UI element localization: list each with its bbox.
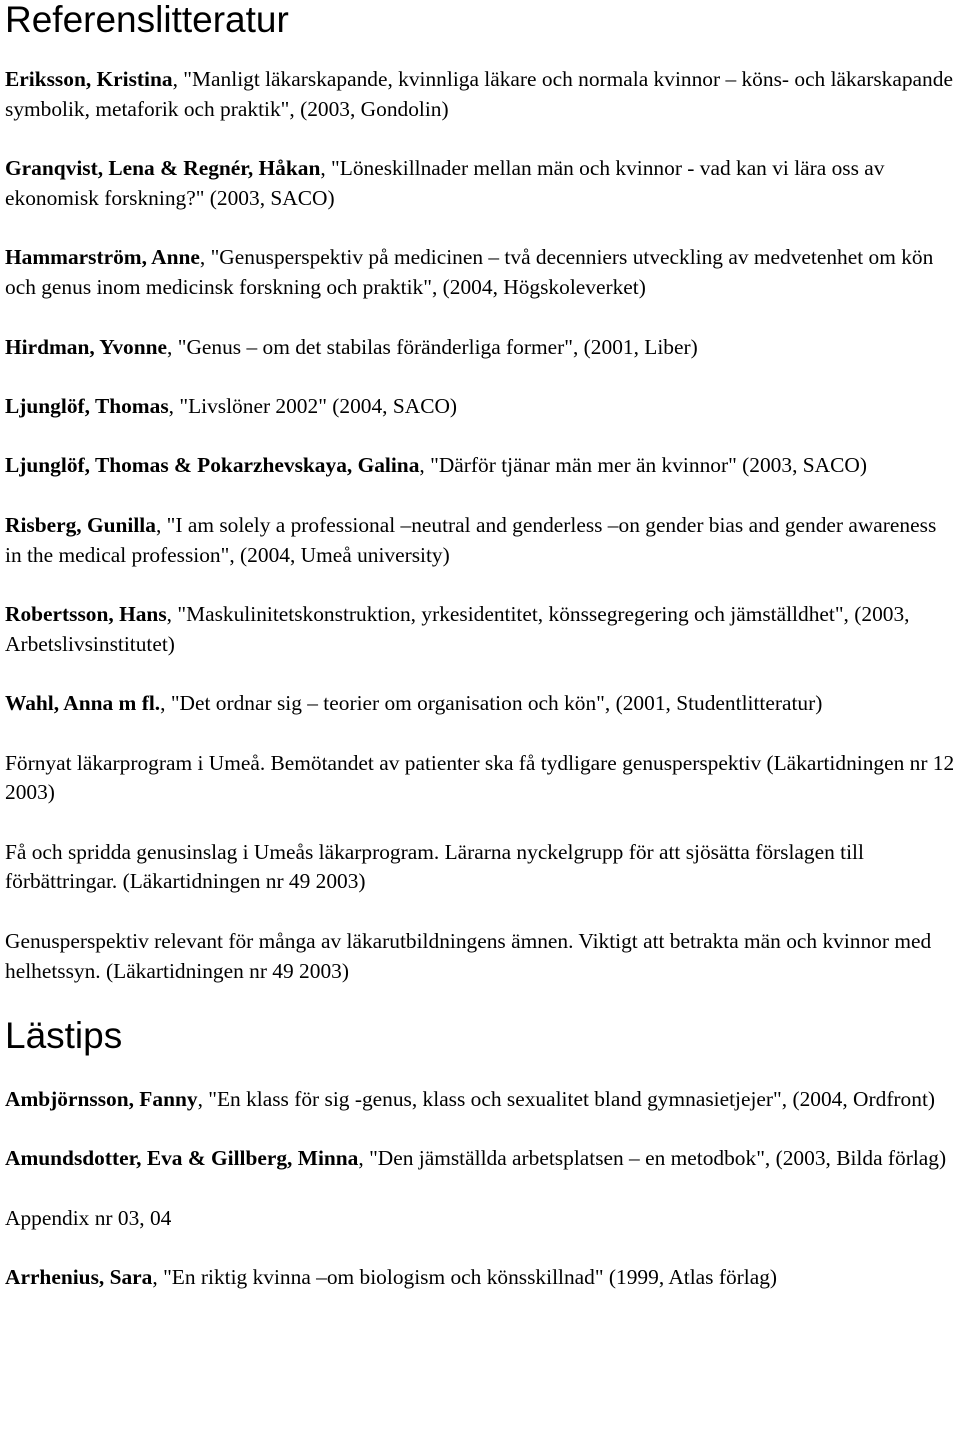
reference-entry — [5, 243, 955, 303]
reference-entry — [5, 927, 955, 987]
reference-text: , "Därför tjänar män mer än kvinnor" (2003, SACO) — [419, 453, 867, 478]
reference-entry — [5, 1263, 955, 1293]
reference-text: , "Den jämställda arbetsplatsen – en metodbok", (2003, Bilda förlag) — [358, 1146, 947, 1171]
reference-author: Amundsdotter, Eva & Gillberg, Minna — [5, 1146, 359, 1171]
reference-author: Hammarström, Anne — [5, 245, 200, 270]
reference-author: Ljunglöf, Thomas — [5, 393, 169, 418]
reference-author: Ambjörnsson, Fanny — [5, 1087, 198, 1112]
reference-entry — [5, 689, 955, 719]
reference-entry — [5, 838, 955, 898]
reference-text: , "I am solely a professional –neutral and genderless –on gender bias and gender awareness in the medical profession", (2004, Umeå university) — [5, 512, 937, 567]
reference-entry — [5, 1085, 955, 1115]
reference-author: Wahl, Anna m fl. — [5, 691, 161, 716]
reference-entry — [5, 333, 955, 363]
reference-entry — [5, 600, 955, 660]
reference-text: Genusperspektiv relevant för många av läkarutbildningens ämnen. Viktigt att betrakta män och kvinnor med helhetssyn. (Läkartidningen nr 49 2003) — [5, 928, 932, 983]
reference-text: , "Manligt läkarskapande, kvinnliga läkare och normala kvinnor – köns- och läkarskapande symbolik, metaforik och praktik", (2003, Gondolin) — [5, 67, 953, 121]
reference-text: , "Livslöner 2002" (2004, SACO) — [168, 393, 458, 418]
reference-text: , "Det ordnar sig – teorier om organisation och kön", (2001, Studentlitteratur) — [160, 691, 823, 716]
reference-text: Förnyat läkarprogram i Umeå. Bemötandet av patienter ska få tydligare genusperspektiv (Läkartidningen nr 12 2003) — [5, 750, 955, 805]
reference-entry — [5, 749, 955, 809]
reference-text: Få och spridda genusinslag i Umeås läkarprogram. Lärarna nyckelgrupp för att sjösätta förslagen till förbättringar. (Läkartidningen nr 49 2003) — [5, 839, 864, 894]
reference-author: Arrhenius, Sara — [5, 1265, 153, 1290]
section-heading-lastips: Lästips — [5, 1015, 123, 1057]
reference-author: Granqvist, Lena & Regnér, Håkan — [5, 156, 321, 181]
section-heading-referenslitteratur: Referenslitteratur — [5, 0, 289, 40]
reference-entry — [5, 451, 955, 481]
reference-text: , "Genus – om det stabilas föränderliga former", (2001, Liber) — [167, 334, 698, 359]
reference-text: , "En riktig kvinna –om biologism och könsskillnad" (1999, Atlas förlag) — [152, 1265, 778, 1290]
reference-author: Ljunglöf, Thomas & Pokarzhevskaya, Galina — [5, 453, 420, 478]
reference-entry — [5, 1204, 955, 1234]
reference-author: Hirdman, Yvonne — [5, 334, 168, 359]
reference-entry — [5, 392, 955, 422]
reference-text: , "En klass för sig -genus, klass och sexualitet bland gymnasietjejer", (2004, Ordfront) — [197, 1087, 936, 1112]
reference-author: Risberg, Gunilla — [5, 512, 156, 537]
document-page — [5, 0, 955, 1323]
reference-text: , "Maskulinitetskonstruktion, yrkesidentitet, könssegregering och jämställdhet", (2003, Arbetslivsinstitutet) — [5, 601, 910, 656]
reference-text: , "Genusperspektiv på medicinen – två decenniers utveckling av medvetenhet om kön och genus inom medicinsk forskning och praktik", (2004, Högskoleverket) — [5, 245, 934, 300]
reference-entry — [5, 65, 955, 125]
reference-entry — [5, 1144, 955, 1174]
reference-author: Robertsson, Hans — [5, 601, 167, 626]
reference-entry — [5, 154, 955, 214]
reference-entry — [5, 511, 955, 571]
reference-text: , "Löneskillnader mellan män och kvinnor - vad kan vi lära oss av ekonomisk forskning?" (2003, SACO) — [5, 156, 885, 210]
reference-text: Appendix nr 03, 04 — [5, 1205, 172, 1230]
reference-author: Eriksson, Kristina — [5, 67, 173, 91]
